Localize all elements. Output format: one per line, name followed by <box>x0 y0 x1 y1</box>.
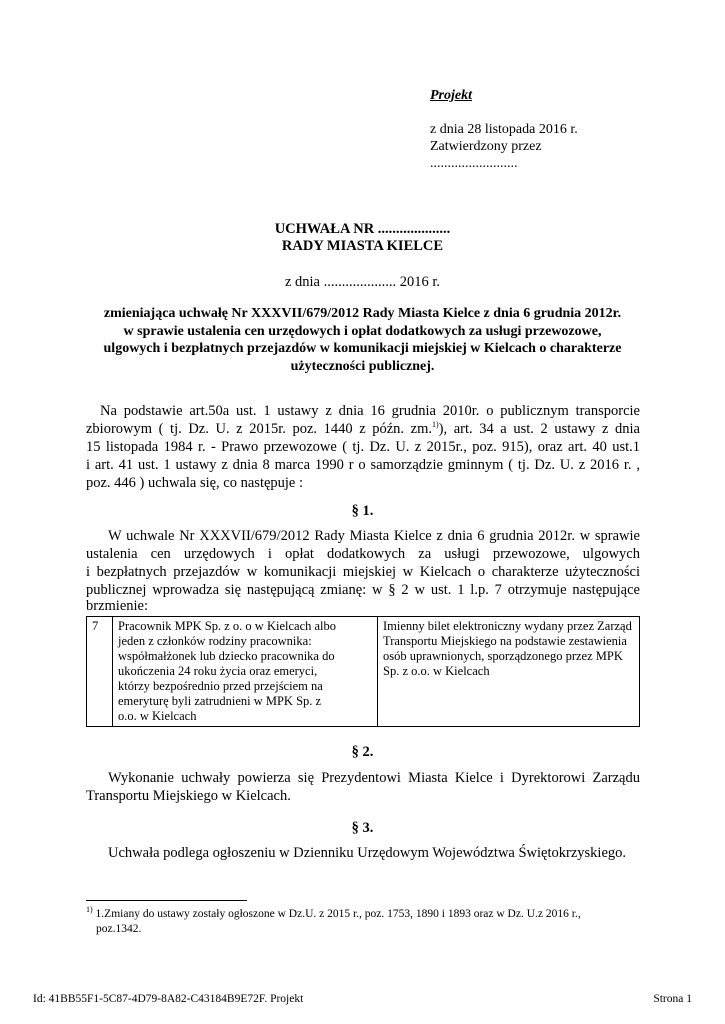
page-number: Strona 1 <box>653 993 692 1005</box>
table-cell-eligible <box>113 617 378 727</box>
table-cell-line: osób uprawnionych, sporządzonego przez MPK <box>383 649 623 663</box>
section-2-line: Wykonanie uchwały powierza się Prezydentowi Miasta Kielce i Dyrektorowi Zarządu <box>108 770 640 786</box>
subject-line: ulgowych i bezpłatnych przejazdów w komunikacji miejskiej w Kielcach o charakterze <box>103 341 622 356</box>
section-1-heading: § 1. <box>351 503 374 519</box>
table-cell-ticket <box>378 617 640 727</box>
table-cell-line: Transportu Miejskiego na podstawie zestawienia <box>383 634 627 648</box>
document-id: Id: 41BB55F1-5C87-4D79-8A82-C43184B9E72F. Projekt <box>33 993 304 1005</box>
section-1-line: i bezpłatnych przejazdów w komunikacji miejskiej w Kielcach o charakterze użyteczności <box>86 564 640 580</box>
header-date: z dnia 28 listopada 2016 r. <box>430 122 578 137</box>
section-1-line: W uchwale Nr XXXVII/679/2012 Rady Miasta Kielce z dnia 6 grudnia 2012r. w sprawie <box>108 528 640 544</box>
table-cell-line: o.o. w Kielcach <box>118 709 197 723</box>
section-3-heading: § 3. <box>351 820 374 836</box>
preamble-line: poz. 446 ) uchwala się, co następuje : <box>86 475 304 491</box>
table-cell-line: którzy bezpośrednio przed przejściem na <box>118 679 323 693</box>
preamble-line: 15 listopada 1984 r. - Prawo przewozowe ( tj. Dz. U. z 2015r., poz. 915), oraz art. 40 ust.1 <box>86 439 640 455</box>
table-cell-line: emeryturę byli zatrudnieni w MPK Sp. z <box>118 694 322 708</box>
section-1-line: brzmienie: <box>86 598 149 614</box>
resolution-date: z dnia .................... 2016 r. <box>284 274 441 290</box>
footnote-mark: 1) <box>86 905 93 915</box>
section-3-line: Uchwała podlega ogłoszeniu w Dzienniku Urzędowym Województwa Świętokrzyskiego. <box>108 845 627 861</box>
section-2-heading: § 2. <box>351 744 374 760</box>
header-approved: Zatwierdzony przez <box>430 139 542 154</box>
section-1-line: publicznej wprowadza się następującą zmianę: w § 2 w ust. 1 l.p. 7 otrzymuje następujące <box>86 582 640 598</box>
footnote-text: 1.Zmiany do ustawy zostały ogłoszone w Dz.U. z 2015 r., poz. 1753, 1890 i 1893 oraz w Dz. U.z 2016 r., <box>95 908 581 920</box>
subject-line: w sprawie ustalenia cen urzędowych i opłat dodatkowych za usługi przewozowe, <box>123 323 602 339</box>
footnote-separator <box>86 900 247 901</box>
table-cell-lp: 7 <box>87 617 113 727</box>
subject-line: użyteczności publicznej. <box>290 358 435 374</box>
preamble-line <box>86 420 640 438</box>
table-cell-line: Imienny bilet elektroniczny wydany przez Zarząd <box>383 619 632 633</box>
preamble-text: ), art. 34 a ust. 2 ustawy z dnia <box>438 421 640 437</box>
resolution-title: UCHWAŁA NR .................... <box>274 221 451 237</box>
footnote-ref: 1) <box>431 420 439 430</box>
amendment-table <box>86 616 640 727</box>
table-cell-line: Pracownik MPK Sp. z o. o w Kielcach albo <box>118 619 337 633</box>
preamble-text: zbiorowym ( tj. Dz. U. z 2015r. poz. 1440 z późn. zm. <box>86 421 432 437</box>
preamble-line: Na podstawie art.50a ust. 1 ustawy z dnia 16 grudnia 2010r. o publicznym transporcie <box>100 403 640 419</box>
table-cell-line: współmałżonek lub dziecko pracownika do <box>118 649 335 663</box>
section-1-line: ustalenia cen urzędowych i opłat dodatkowych za usługi przewozowe, ulgowych <box>86 546 640 562</box>
table-row <box>87 617 640 727</box>
table-cell-line: ukończenia 24 roku życia oraz emeryci, <box>118 664 318 678</box>
table-cell-line: Sp. z o.o. w Kielcach <box>383 664 490 678</box>
subject-line: zmieniająca uchwałę Nr XXXVII/679/2012 Rady Miasta Kielce z dnia 6 grudnia 2012r. <box>103 306 622 321</box>
footnote-line: poz.1342. <box>96 923 142 935</box>
projekt-label: Projekt <box>430 88 472 103</box>
footnote-line <box>86 907 640 922</box>
header-approved-dots: ......................... <box>430 156 518 171</box>
section-2-line: Transportu Miejskiego w Kielcach. <box>86 788 291 804</box>
council-name: RADY MIASTA KIELCE <box>281 238 444 254</box>
table-cell-line: jeden z członków rodziny pracownika: <box>118 634 312 648</box>
preamble-line: i art. 41 ust. 1 ustawy z dnia 8 marca 1990 r o samorządzie gminnym ( tj. Dz. U. z 2016 r. , <box>86 457 640 473</box>
